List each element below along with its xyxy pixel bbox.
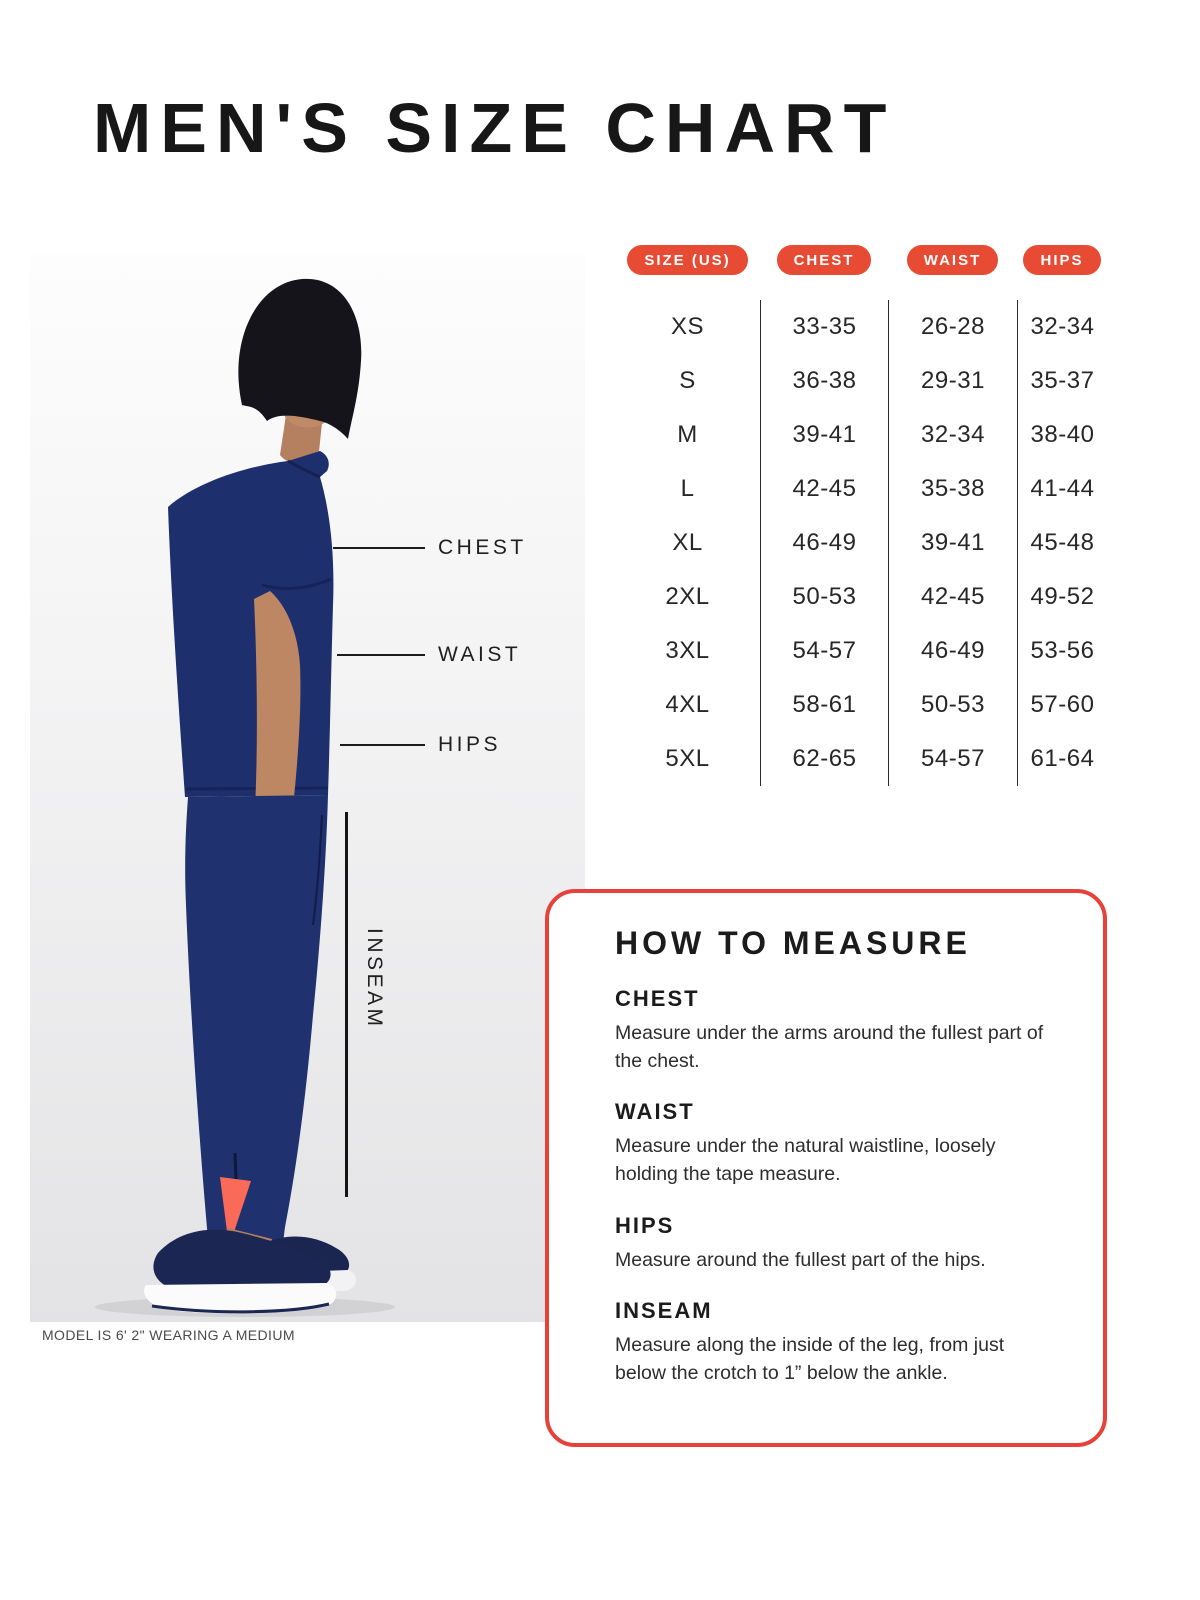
size-cell: L [680,475,695,502]
hips-cell: 57-60 [1017,678,1107,732]
header-pill-chest: CHEST [777,245,872,275]
chest-cell: 54-57 [760,624,888,678]
size-cell: 4XL [665,691,710,718]
hips-cell: 45-48 [1017,516,1107,570]
how-to-measure-box [545,889,1107,1447]
size-cell: S [679,367,696,394]
header-pill-size: SIZE (US) [627,245,747,275]
header-pill-waist: WAIST [907,245,999,275]
waist-cell: 29-31 [888,354,1017,408]
measure-section-inseam-text: Measure along the inside of the leg, from just below the crotch to 1” below the ankle. [615,1334,1005,1385]
waist-cell: 46-49 [888,624,1017,678]
hips-pointer [340,734,501,756]
chest-cell: 36-38 [760,354,888,408]
header-pill-hips: HIPS [1023,245,1100,275]
measure-section-chest-label: CHEST [615,986,700,1011]
chest-pointer-line [333,547,425,549]
model-caption: MODEL IS 6' 2" WEARING A MEDIUM [42,1327,295,1343]
inseam-pointer-label: INSEAM [363,928,386,1030]
chest-cell: 42-45 [760,462,888,516]
chest-cell: 33-35 [760,300,888,354]
hips-cell: 38-40 [1017,408,1107,462]
measure-section-waist-label: WAIST [615,1099,695,1125]
size-cell: M [677,421,698,448]
waist-cell: 32-34 [888,408,1017,462]
measure-section-hips-label: HIPS [615,1212,675,1238]
size-cell: 2XL [665,583,710,610]
measure-section-chest-text: Measure under the arms around the fullest part of the chest. [615,1022,1044,1072]
model-illustration [30,255,585,1322]
chest-cell: 39-41 [760,408,888,462]
waist-pointer-label: WAIST [438,643,522,666]
waist-cell: 42-45 [888,570,1017,624]
hips-cell: 35-37 [1017,354,1107,408]
waist-pointer-line [337,654,425,656]
model-photo [30,255,585,1322]
size-cell: 5XL [665,745,710,772]
measure-section-waist-text: Measure under the natural waistline, loosely holding the tape measure. [615,1135,996,1186]
chest-cell: 50-53 [760,570,888,624]
hips-cell: 61-64 [1017,732,1107,786]
waist-cell: 50-53 [888,678,1017,732]
waist-pointer [337,644,521,666]
inseam-pointer-line [345,812,348,1197]
size-table-header [615,245,1107,275]
waist-cell: 39-41 [888,516,1017,570]
chest-cell: 58-61 [760,678,888,732]
chest-pointer-label: CHEST [438,536,527,559]
how-to-measure-title: HOW TO MEASURE [615,925,971,961]
size-table [615,300,1107,786]
chest-pointer [333,537,527,559]
size-cell: XS [670,313,704,340]
waist-cell: 54-57 [888,732,1017,786]
hips-cell: 41-44 [1017,462,1107,516]
hips-pointer-label: HIPS [438,733,502,756]
hips-cell: 53-56 [1017,624,1107,678]
chest-cell: 46-49 [760,516,888,570]
size-cell: 3XL [665,637,710,664]
waist-cell: 26-28 [888,300,1017,354]
size-cell: XL [672,529,703,556]
hips-cell: 32-34 [1017,300,1107,354]
waist-cell: 35-38 [888,462,1017,516]
page-title: MEN'S SIZE CHART [93,89,896,167]
hips-pointer-line [340,744,425,746]
measure-section-inseam-label: INSEAM [615,1298,713,1324]
hips-cell: 49-52 [1017,570,1107,624]
measure-section-hips-text: Measure around the fullest part of the hips. [615,1248,986,1271]
chest-cell: 62-65 [760,732,888,786]
